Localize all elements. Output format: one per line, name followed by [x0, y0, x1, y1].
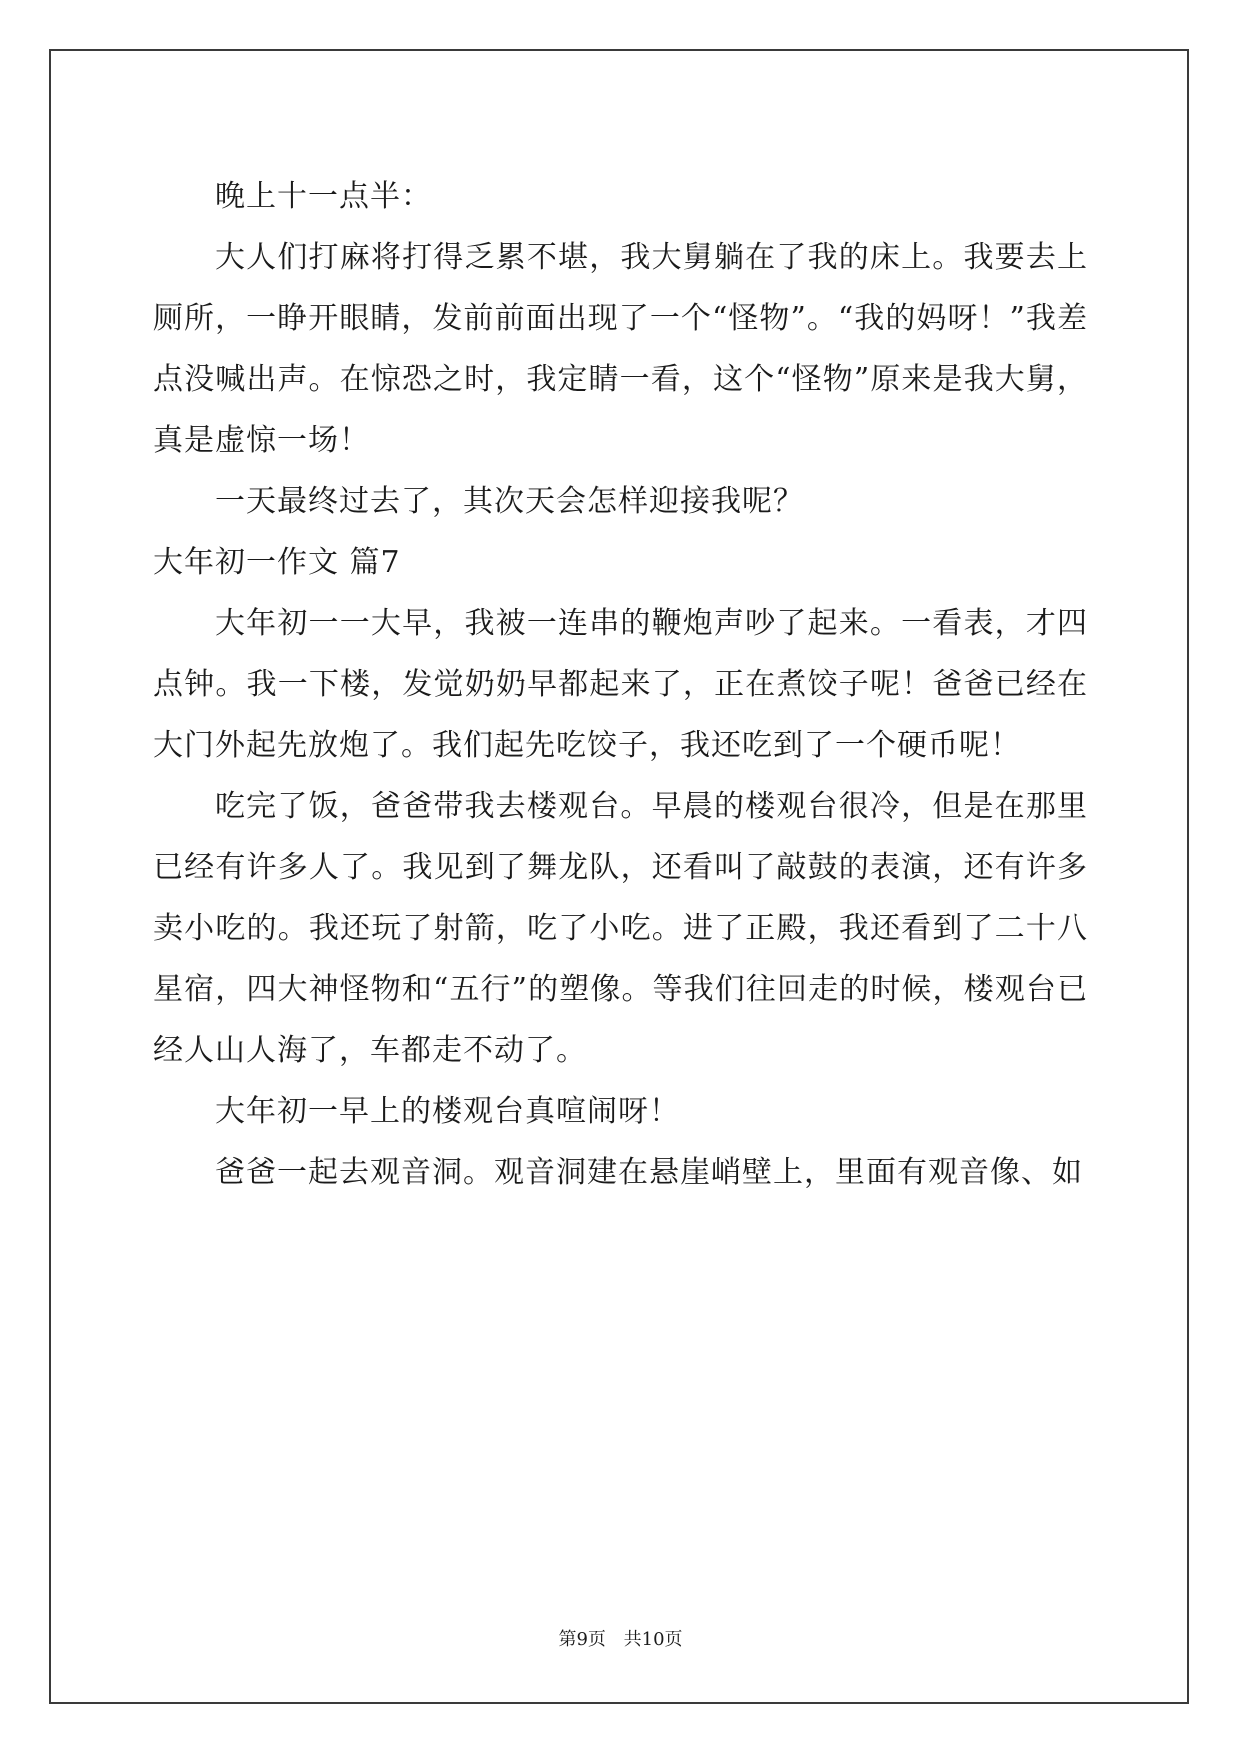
paragraph-2: 大人们打麻将打得乏累不堪，我大舅躺在了我的床上。我要去上厕所，一睁开眼睛，发前前面出现了一个“怪物”。“我的妈呀！”我差点没喊出声。在惊恐之时，我定睛一看，这个“怪物”原来是我大舅，真是虚惊一场！ [153, 240, 1088, 458]
page-footer [0, 1625, 1241, 1651]
paragraph-7: 爸爸一起去观音洞。观音洞建在悬崖峭壁上，里面有观音像、如 [215, 1155, 1083, 1190]
paragraph-5: 吃完了饭，爸爸带我去楼观台。早晨的楼观台很冷，但是在那里已经有许多人了。我见到了舞龙队，还看叫了敲鼓的表演，还有许多卖小吃的。我还玩了射箭，吃了小吃。进了正殿，我还看到了二十八星宿，四大神怪物和“五行”的塑像。等我们往回走的时候，楼观台已经人山人海了，车都走不动了。 [153, 789, 1088, 1068]
paragraph-3: 一天最终过去了，其次天会怎样迎接我呢？ [215, 484, 804, 519]
paragraph-6: 大年初一早上的楼观台真喧闹呀！ [215, 1094, 680, 1129]
document-body [153, 166, 1088, 1203]
page-number: 第9页 [558, 1629, 606, 1650]
page-total: 共10页 [623, 1629, 683, 1650]
paragraph-4: 大年初一一大早，我被一连串的鞭炮声吵了起来。一看表，才四点钟。我一下楼，发觉奶奶早都起来了，正在煮饺子呢！爸爸已经在大门外起先放炮了。我们起先吃饺子，我还吃到了一个硬币呢！ [153, 606, 1088, 763]
section-heading: 大年初一作文 篇7 [153, 545, 401, 580]
paragraph-1: 晚上十一点半： [215, 179, 432, 214]
